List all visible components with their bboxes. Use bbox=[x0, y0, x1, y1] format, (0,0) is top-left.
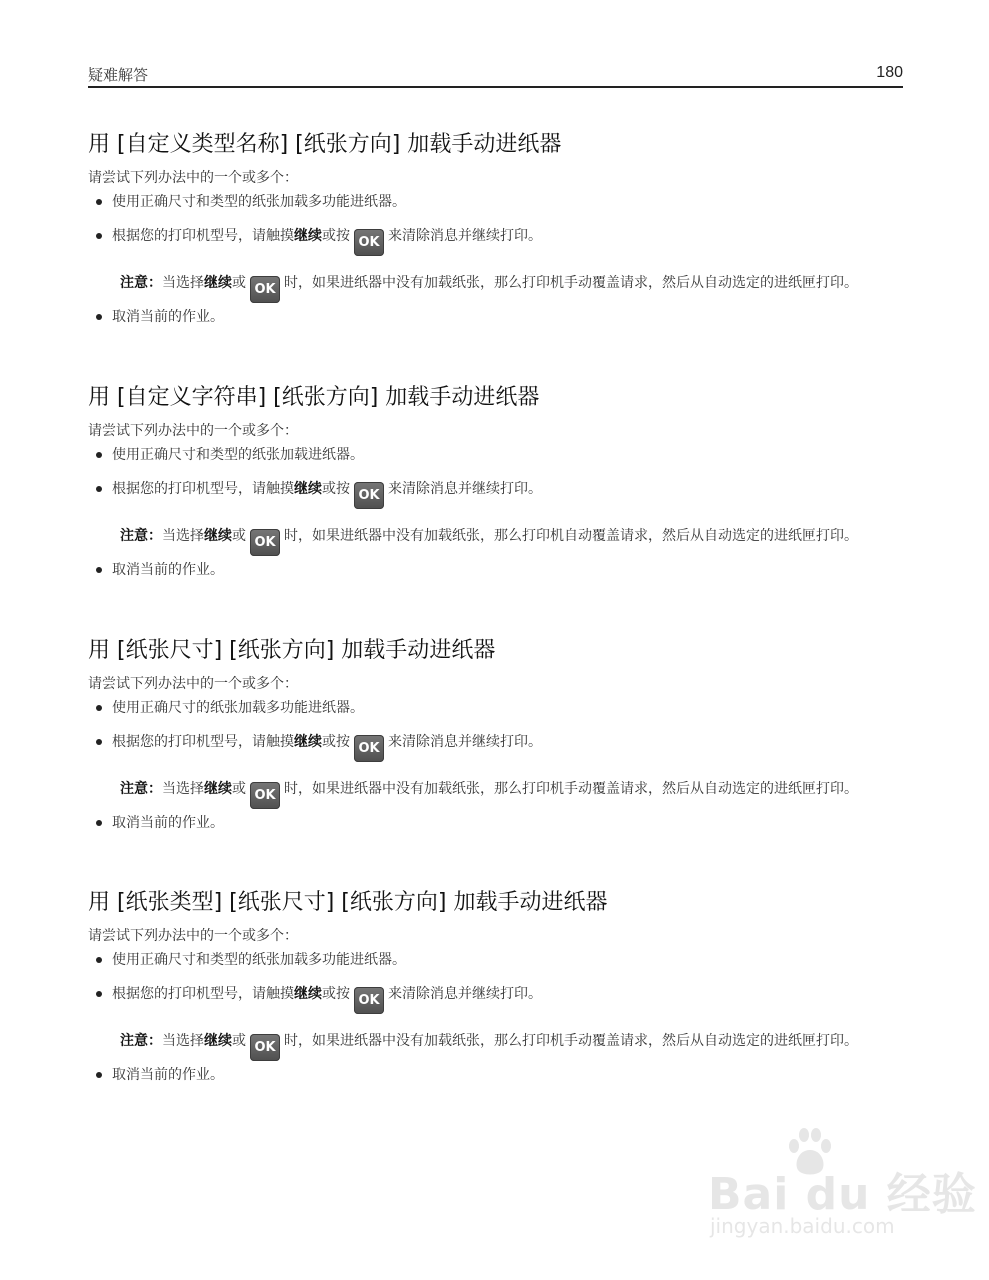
ok-button-icon: OK bbox=[354, 229, 384, 256]
continue-label: 继续 bbox=[294, 481, 322, 497]
bullet-item: 使用正确尺寸和类型的纸张加载进纸器。 bbox=[88, 445, 903, 465]
continue-label: 继续 bbox=[294, 986, 322, 1002]
bullet-item-continue bbox=[88, 732, 903, 762]
ok-button-icon: OK bbox=[354, 987, 384, 1014]
bullet-item: 取消当前的作业。 bbox=[88, 1065, 903, 1085]
bullet-text: 或按 bbox=[322, 481, 350, 497]
note-paragraph bbox=[88, 1032, 903, 1061]
bullet-item: 使用正确尺寸和类型的纸张加载多功能进纸器。 bbox=[88, 192, 903, 212]
note-paragraph bbox=[88, 527, 903, 556]
section-paper-size bbox=[88, 636, 903, 833]
bullet-item-continue bbox=[88, 984, 903, 1014]
note-label: 注意： bbox=[120, 275, 162, 291]
bullet-item: 使用正确尺寸的纸张加载多功能进纸器。 bbox=[88, 698, 903, 718]
note-text: 或 bbox=[232, 528, 246, 544]
note-text: 当选择 bbox=[162, 1033, 204, 1049]
note-text: 或 bbox=[232, 781, 246, 797]
section-custom-string bbox=[88, 383, 903, 580]
continue-label: 继续 bbox=[294, 734, 322, 750]
section-paper-type-size bbox=[88, 888, 903, 1085]
note-text: 时，如果进纸器中没有加载纸张，那么打印机手动覆盖请求，然后从自动选定的进纸匣打印。 bbox=[284, 1033, 858, 1049]
section-intro: 请尝试下列办法中的一个或多个： bbox=[88, 170, 298, 186]
note-paragraph bbox=[88, 274, 903, 303]
section-intro: 请尝试下列办法中的一个或多个： bbox=[88, 676, 298, 692]
header-title: 疑难解答 bbox=[88, 66, 149, 84]
bullet-text: 根据您的打印机型号，请触摸 bbox=[112, 228, 294, 244]
section-intro: 请尝试下列办法中的一个或多个： bbox=[88, 423, 298, 439]
continue-label: 继续 bbox=[204, 781, 232, 797]
ok-button-icon: OK bbox=[250, 529, 280, 556]
bullet-item-continue bbox=[88, 226, 903, 256]
continue-label: 继续 bbox=[204, 1033, 232, 1049]
page-number: 180 bbox=[876, 64, 903, 81]
note-text: 时，如果进纸器中没有加载纸张，那么打印机手动覆盖请求，然后从自动选定的进纸匣打印。 bbox=[284, 781, 858, 797]
ok-button-icon: OK bbox=[250, 782, 280, 809]
bullet-text: 来清除消息并继续打印。 bbox=[388, 228, 542, 244]
bullet-text: 根据您的打印机型号，请触摸 bbox=[112, 734, 294, 750]
bullet-text: 来清除消息并继续打印。 bbox=[388, 481, 542, 497]
ok-button-icon: OK bbox=[354, 735, 384, 762]
note-text: 当选择 bbox=[162, 275, 204, 291]
note-text: 或 bbox=[232, 275, 246, 291]
section-custom-type-name bbox=[88, 130, 903, 327]
note-label: 注意： bbox=[120, 528, 162, 544]
note-label: 注意： bbox=[120, 781, 162, 797]
bullet-text: 来清除消息并继续打印。 bbox=[388, 986, 542, 1002]
ok-button-icon: OK bbox=[354, 482, 384, 509]
bullet-item: 取消当前的作业。 bbox=[88, 307, 903, 327]
bullet-text: 来清除消息并继续打印。 bbox=[388, 734, 542, 750]
note-text: 时，如果进纸器中没有加载纸张，那么打印机自动覆盖请求，然后从自动选定的进纸匣打印。 bbox=[284, 528, 858, 544]
section-heading: 用 [自定义类型名称] [纸张方向] 加载手动进纸器 bbox=[88, 132, 562, 157]
bullet-item: 取消当前的作业。 bbox=[88, 813, 903, 833]
note-text: 或 bbox=[232, 1033, 246, 1049]
section-heading: 用 [纸张尺寸] [纸张方向] 加载手动进纸器 bbox=[88, 638, 496, 663]
note-text: 当选择 bbox=[162, 528, 204, 544]
note-text: 当选择 bbox=[162, 781, 204, 797]
note-text: 时，如果进纸器中没有加载纸张，那么打印机手动覆盖请求，然后从自动选定的进纸匣打印。 bbox=[284, 275, 858, 291]
bullet-item-continue bbox=[88, 479, 903, 509]
note-label: 注意： bbox=[120, 1033, 162, 1049]
ok-button-icon: OK bbox=[250, 1034, 280, 1061]
bullet-text: 或按 bbox=[322, 734, 350, 750]
bullet-text: 根据您的打印机型号，请触摸 bbox=[112, 986, 294, 1002]
watermark-url: jingyan.baidu.com bbox=[710, 1214, 895, 1238]
watermark-brand: Bai du 经验 bbox=[708, 1169, 977, 1220]
continue-label: 继续 bbox=[204, 528, 232, 544]
ok-button-icon: OK bbox=[250, 276, 280, 303]
note-paragraph bbox=[88, 780, 903, 809]
bullet-item: 使用正确尺寸和类型的纸张加载多功能进纸器。 bbox=[88, 950, 903, 970]
continue-label: 继续 bbox=[204, 275, 232, 291]
section-heading: 用 [纸张类型] [纸张尺寸] [纸张方向] 加载手动进纸器 bbox=[88, 890, 608, 915]
continue-label: 继续 bbox=[294, 228, 322, 244]
section-intro: 请尝试下列办法中的一个或多个： bbox=[88, 928, 298, 944]
baidu-watermark bbox=[700, 1128, 977, 1248]
bullet-text: 或按 bbox=[322, 986, 350, 1002]
section-heading: 用 [自定义字符串] [纸张方向] 加载手动进纸器 bbox=[88, 385, 540, 410]
bullet-item: 取消当前的作业。 bbox=[88, 560, 903, 580]
page-header bbox=[88, 60, 903, 88]
bullet-text: 或按 bbox=[322, 228, 350, 244]
bullet-text: 根据您的打印机型号，请触摸 bbox=[112, 481, 294, 497]
